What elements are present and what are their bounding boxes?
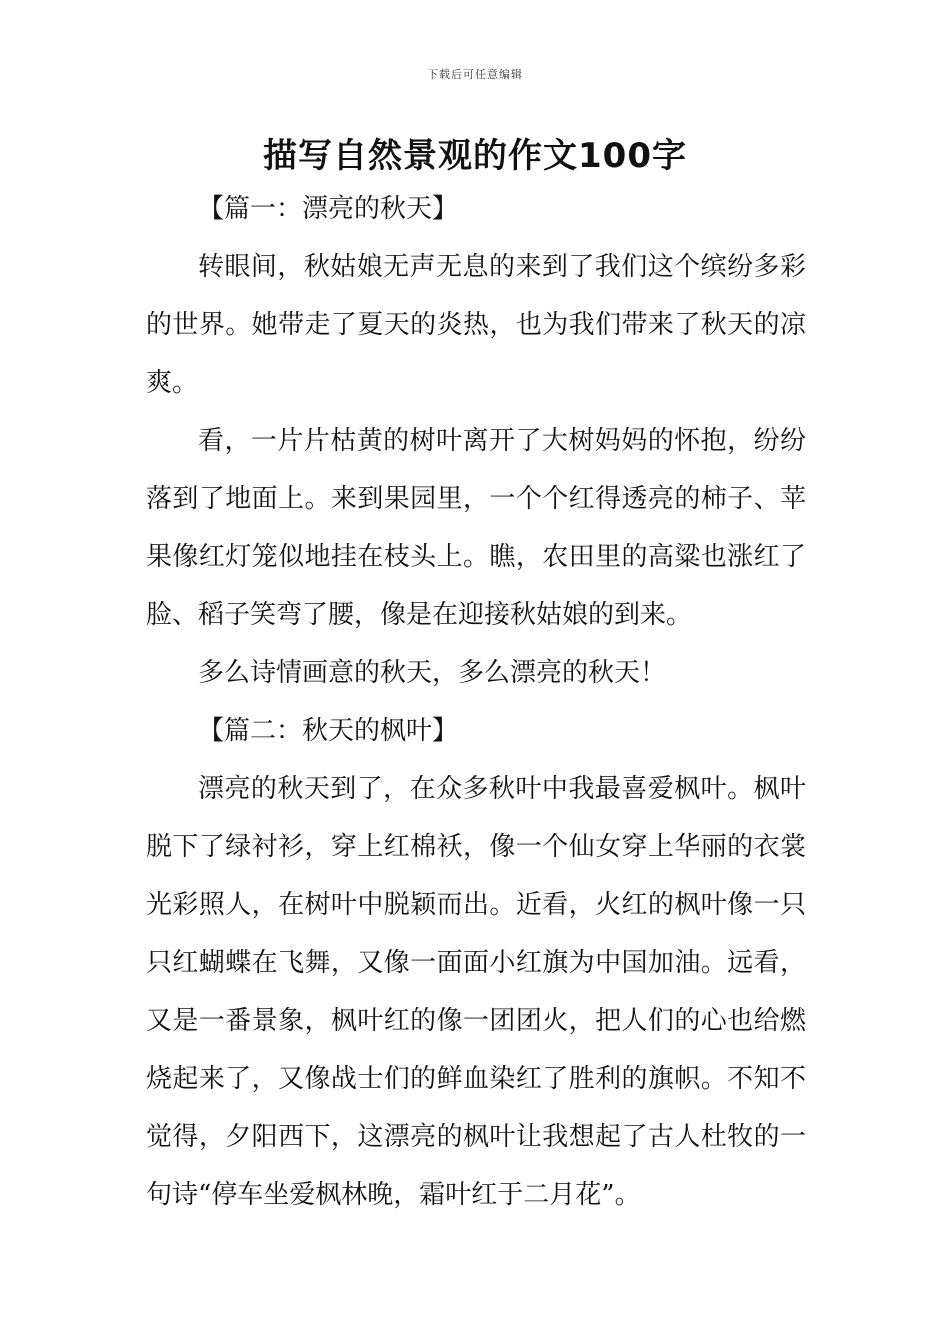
document-body [146, 180, 806, 1224]
section-2-paragraph-1: 漂亮的秋天到了，在众多秋叶中我最喜爱枫叶。枫叶脱下了绿衬衫，穿上红棉袄，像一个仙女穿上华丽的衣裳光彩照人，在树叶中脱颖而出。近看，火红的枫叶像一只只红蝴蝶在飞舞，又像一面面小红旗为中国加油。远看，又是一番景象，枫叶红的像一团团火，把人们的心也给燃烧起来了，又像战士们的鲜血染红了胜利的旗帜。不知不觉得，夕阳西下，这漂亮的枫叶让我想起了古人杜牧的一句诗“停车坐爱枫林晚，霜叶红于二月花”。 [146, 774, 806, 1210]
section-1-heading: 【篇一：漂亮的秋天】 [198, 194, 459, 224]
section-1-paragraph-3: 多么诗情画意的秋天，多么漂亮的秋天！ [198, 658, 667, 688]
section-2-heading: 【篇二：秋天的枫叶】 [198, 716, 459, 746]
section-1-paragraph-2: 看，一片片枯黄的树叶离开了大树妈妈的怀抱，纷纷落到了地面上。来到果园里，一个个红得透亮的柿子、苹果像红灯笼似地挂在枝头上。瞧，农田里的高粱也涨红了脸、稻子笑弯了腰，像是在迎接秋姑娘的到来。 [146, 426, 806, 630]
section-1-paragraph-1: 转眼间，秋姑娘无声无息的来到了我们这个缤纷多彩的世界。她带走了夏天的炎热，也为我们带来了秋天的凉爽。 [146, 252, 806, 398]
header-note: 下载后可任意编辑 [427, 68, 523, 81]
document-title: 描写自然景观的作文100字 [263, 136, 687, 176]
